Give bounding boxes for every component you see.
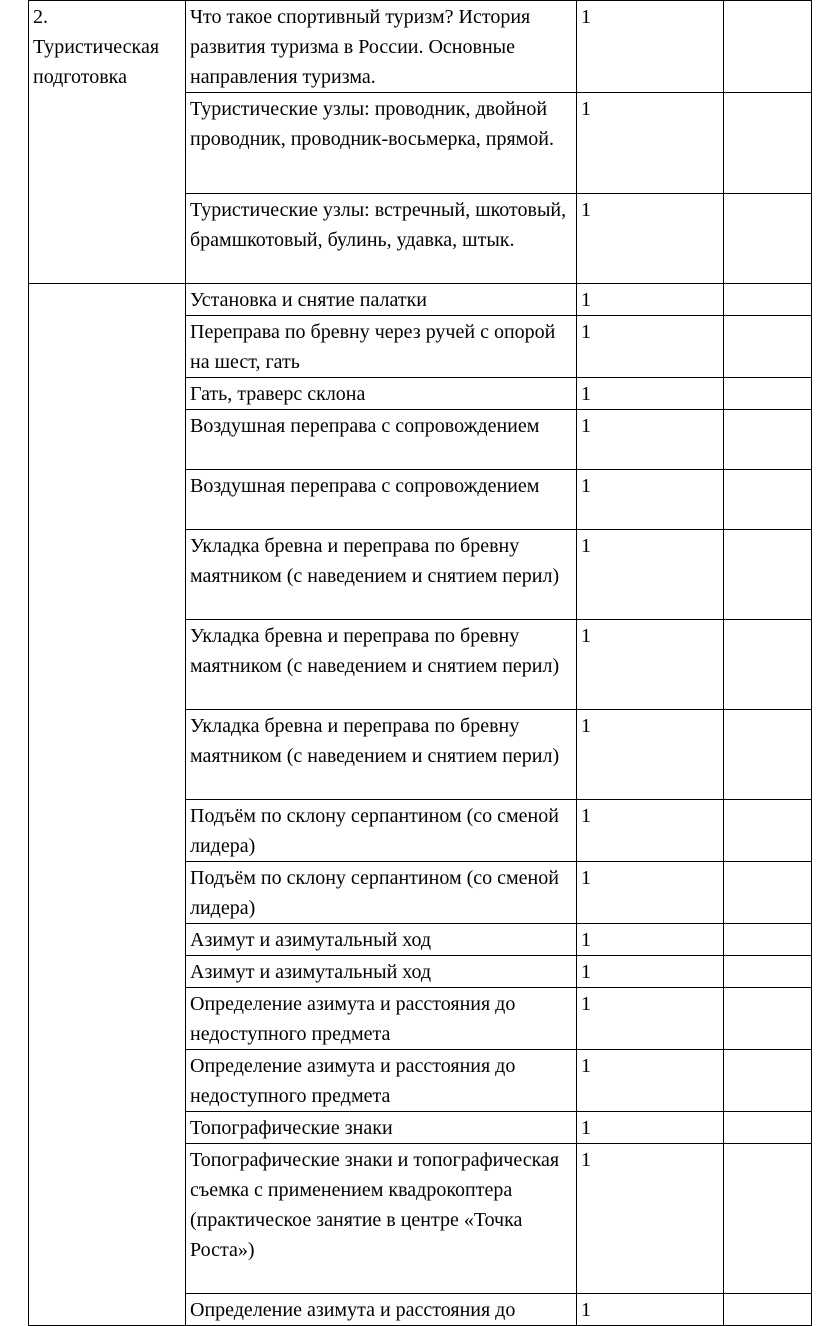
hours-cell: 1 [577,800,724,862]
table-row [29,1,812,93]
extra-cell [724,1,812,93]
hours-cell: 1 [577,530,724,620]
extra-cell [724,1050,812,1112]
topic-cell: Что такое спортивный туризм? История развития туризма в России. Основные направления туризма. [186,1,577,93]
extra-cell [724,378,812,410]
hours-cell: 1 [577,620,724,710]
extra-cell [724,924,812,956]
topic-cell: Переправа по бревну через ручей с опорой на шест, гать [186,316,577,378]
topic-cell: Воздушная переправа с сопровождением [186,410,577,470]
hours-cell: 1 [577,194,724,284]
lesson-plan-body [29,1,812,1326]
extra-cell [724,194,812,284]
topic-cell: Определение азимута и расстояния до недоступного предмета [186,1050,577,1112]
extra-cell [724,1112,812,1144]
extra-cell [724,410,812,470]
hours-cell: 1 [577,1050,724,1112]
hours-cell: 1 [577,956,724,988]
hours-cell: 1 [577,1112,724,1144]
topic-cell: Подъём по склону серпантином (со сменой лидера) [186,800,577,862]
extra-cell [724,470,812,530]
section-cell [29,1,186,284]
hours-cell: 1 [577,410,724,470]
extra-cell [724,800,812,862]
topic-cell: Топографические знаки [186,1112,577,1144]
hours-cell: 1 [577,924,724,956]
topic-cell: Топографические знаки и топографическая съемка с применением квадрокоптера (практическое занятие в центре «Точка Роста») [186,1144,577,1294]
topic-cell: Подъём по склону серпантином (со сменой лидера) [186,862,577,924]
topic-cell: Азимут и азимутальный ход [186,924,577,956]
section-number: 2. [33,6,48,28]
extra-cell [724,988,812,1050]
table-row [29,284,812,316]
extra-cell [724,530,812,620]
topic-cell: Туристические узлы: встречный, шкотовый, брамшкотовый, булинь, удавка, штык. [186,194,577,284]
extra-cell [724,93,812,194]
topic-cell: Воздушная переправа с сопровождением [186,470,577,530]
extra-cell [724,620,812,710]
section-title-line1: Туристическая [33,36,160,58]
hours-cell: 1 [577,710,724,800]
extra-cell [724,316,812,378]
hours-cell: 1 [577,1,724,93]
lesson-plan-table [28,0,812,1326]
extra-cell [724,1294,812,1326]
extra-cell [724,1144,812,1294]
hours-cell: 1 [577,1294,724,1326]
hours-cell: 1 [577,284,724,316]
section-title-line2: подготовка [33,66,127,88]
hours-cell: 1 [577,316,724,378]
topic-cell: Укладка бревна и переправа по бревну маятником (с наведением и снятием перил) [186,620,577,710]
topic-cell: Установка и снятие палатки [186,284,577,316]
extra-cell [724,956,812,988]
hours-cell: 1 [577,93,724,194]
hours-cell: 1 [577,862,724,924]
extra-cell [724,284,812,316]
topic-cell: Укладка бревна и переправа по бревну маятником (с наведением и снятием перил) [186,710,577,800]
topic-cell: Туристические узлы: проводник, двойной проводник, проводник-восьмерка, прямой. [186,93,577,194]
section-cell-continued [29,284,186,1326]
hours-cell: 1 [577,1144,724,1294]
topic-cell: Укладка бревна и переправа по бревну маятником (с наведением и снятием перил) [186,530,577,620]
hours-cell: 1 [577,378,724,410]
hours-cell: 1 [577,470,724,530]
topic-cell: Определение азимута и расстояния до недоступного предмета [186,988,577,1050]
topic-cell: Азимут и азимутальный ход [186,956,577,988]
topic-cell: Определение азимута и расстояния до [186,1294,577,1326]
extra-cell [724,862,812,924]
hours-cell: 1 [577,988,724,1050]
extra-cell [724,710,812,800]
topic-cell: Гать, траверс склона [186,378,577,410]
